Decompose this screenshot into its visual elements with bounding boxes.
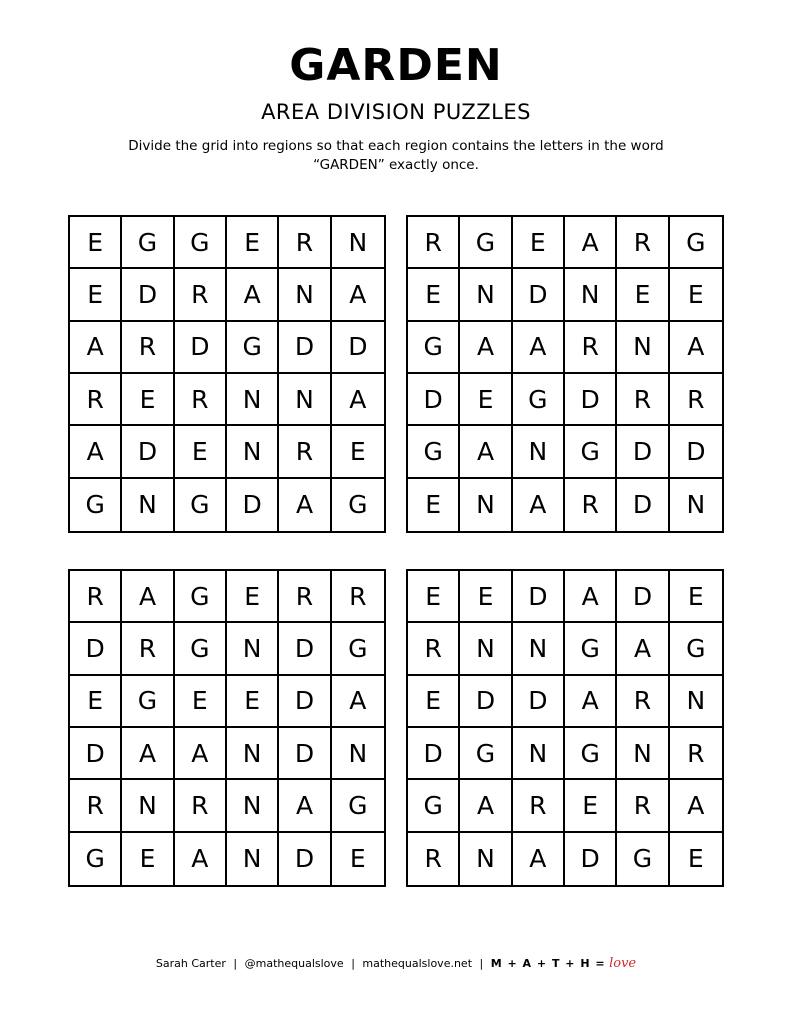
grid-cell: E: [408, 479, 460, 531]
grid-cell: R: [408, 833, 460, 885]
grid-cell: N: [332, 217, 384, 269]
grid-cell: D: [565, 833, 617, 885]
grid-cell: G: [175, 479, 227, 531]
grid-cell: A: [175, 728, 227, 780]
grid-cell: E: [175, 426, 227, 478]
grid-cell: R: [332, 571, 384, 623]
grid-cell: N: [686, 490, 706, 520]
grid-cell: D: [565, 374, 617, 426]
grid-cell: D: [513, 676, 565, 728]
grid-cell: D: [408, 374, 460, 426]
grid-cell: D: [70, 623, 122, 675]
grid-cell: R: [565, 322, 617, 374]
grid-cell: G: [332, 623, 384, 675]
grid-cell: D: [279, 676, 331, 728]
grid-cell: D: [122, 269, 174, 321]
puzzle-grid-4: [406, 569, 724, 887]
grid-cell: A: [122, 571, 174, 623]
grid-cell: G: [670, 217, 722, 269]
grid-cell: G: [408, 322, 460, 374]
grid-cell: G: [670, 623, 722, 675]
grid-cell: D: [513, 269, 565, 321]
grid-cell: A: [279, 479, 331, 531]
grid-cell: A: [227, 269, 279, 321]
grid-cell: E: [565, 780, 617, 832]
grid-cell: R: [70, 780, 122, 832]
grid-cell: A: [617, 623, 669, 675]
grid-cell: D: [513, 571, 565, 623]
grid-cell: E: [670, 571, 722, 623]
puzzle-grid-2: [406, 215, 724, 533]
grid-cell: E: [70, 217, 122, 269]
grid-cell: A: [565, 217, 617, 269]
grid-cell: N: [227, 780, 279, 832]
grid-cell: N: [565, 269, 617, 321]
grid-cell: N: [617, 728, 669, 780]
grid-cell: A: [70, 426, 122, 478]
grid-cell: A: [122, 728, 174, 780]
grid-cell: A: [513, 479, 565, 531]
grid-cell: D: [279, 623, 331, 675]
grid-cell: A: [513, 833, 565, 885]
grid-cell: R: [670, 374, 722, 426]
grid-cell: D: [279, 728, 331, 780]
puzzle-grid-1: [68, 215, 386, 533]
grid-cell: R: [617, 217, 669, 269]
grid-cell: D: [122, 426, 174, 478]
footer-separator: |: [479, 957, 484, 970]
grid-cell: G: [408, 780, 460, 832]
footer-brand: M + A + T + H =: [490, 957, 606, 970]
grid-cell: N: [460, 479, 512, 531]
grid-cell: N: [460, 623, 512, 675]
grid-cell: N: [513, 728, 565, 780]
grid-cell: G: [175, 623, 227, 675]
grid-cell: E: [513, 217, 565, 269]
instructions: Divide the grid into regions so that each region contains the letters in the word “GARDEN” exactly once.: [128, 138, 664, 173]
grid-cell: A: [565, 676, 617, 728]
grid-cell: E: [70, 269, 122, 321]
grid-cell: N: [227, 833, 279, 885]
grid-cell: R: [408, 623, 460, 675]
page-title: GARDEN: [289, 40, 503, 91]
grid-cell: R: [670, 728, 722, 780]
footer-handle: @mathequalslove: [244, 957, 344, 970]
footer-site: mathequalslove.net: [362, 957, 473, 970]
grid-cell: G: [348, 490, 368, 520]
grid-cell: R: [617, 676, 669, 728]
page-subtitle: AREA DIVISION PUZZLES: [261, 100, 531, 124]
grid-cell: D: [670, 426, 722, 478]
grid-cell: G: [565, 426, 617, 478]
footer-author: Sarah Carter: [155, 957, 226, 970]
grid-cell: E: [687, 844, 704, 874]
grid-cell: G: [70, 479, 122, 531]
grid-cell: N: [513, 426, 565, 478]
grid-cell: R: [513, 780, 565, 832]
grid-cell: R: [70, 571, 122, 623]
grid-cell: G: [122, 217, 174, 269]
grid-cell: D: [227, 479, 279, 531]
grid-cell: E: [408, 571, 460, 623]
grid-cell: G: [70, 833, 122, 885]
grid-cell: D: [617, 479, 669, 531]
grid-cell: D: [332, 322, 384, 374]
grid-cell: A: [460, 426, 512, 478]
grid-cell: N: [670, 676, 722, 728]
grid-cell: E: [460, 374, 512, 426]
grid-cell: D: [617, 571, 669, 623]
grid-cell: A: [332, 676, 384, 728]
grid-cell: E: [122, 374, 174, 426]
grid-cell: G: [617, 833, 669, 885]
grid-cell: N: [227, 623, 279, 675]
grid-cell: E: [70, 676, 122, 728]
grid-cell: N: [122, 479, 174, 531]
grid-cell: R: [122, 623, 174, 675]
grid-cell: E: [332, 426, 384, 478]
grid-cell: R: [279, 571, 331, 623]
grid-cell: G: [175, 571, 227, 623]
grid-cell: A: [460, 322, 512, 374]
grid-cell: E: [617, 269, 669, 321]
grid-cell: G: [408, 426, 460, 478]
grid-cell: N: [227, 728, 279, 780]
grid-cell: E: [227, 676, 279, 728]
grid-cell: D: [279, 833, 331, 885]
footer: [0, 956, 792, 972]
grid-cell: A: [460, 780, 512, 832]
grid-cell: E: [408, 269, 460, 321]
grid-cell: D: [617, 426, 669, 478]
grid-cell: A: [332, 374, 384, 426]
grid-cell: A: [279, 780, 331, 832]
grid-cell: A: [513, 322, 565, 374]
grid-cell: E: [408, 676, 460, 728]
footer-separator: |: [351, 957, 355, 970]
grid-cell: D: [279, 322, 331, 374]
grid-cell: G: [175, 217, 227, 269]
grid-cell: N: [227, 426, 279, 478]
grid-cell: G: [565, 728, 617, 780]
grid-cell: D: [175, 322, 227, 374]
grid-cell: N: [279, 374, 331, 426]
grid-cell: R: [617, 374, 669, 426]
grid-cell: N: [122, 780, 174, 832]
grid-cell: E: [122, 833, 174, 885]
grid-cell: R: [122, 322, 174, 374]
grid-cell: E: [175, 676, 227, 728]
grid-cell: D: [460, 676, 512, 728]
grid-cell: D: [408, 728, 460, 780]
grid-cell: N: [513, 623, 565, 675]
grid-cell: A: [670, 322, 722, 374]
grid-cell: E: [227, 571, 279, 623]
grid-cell: E: [227, 217, 279, 269]
grid-cell: R: [617, 780, 669, 832]
grid-cell: E: [460, 571, 512, 623]
grid-cell: A: [332, 269, 384, 321]
grid-cell: N: [279, 269, 331, 321]
grid-cell: R: [565, 479, 617, 531]
grid-cell: R: [70, 374, 122, 426]
grid-cell: R: [408, 217, 460, 269]
grid-cell: G: [460, 217, 512, 269]
grid-cell: E: [349, 844, 366, 874]
grid-cell: E: [670, 269, 722, 321]
grid-cell: R: [175, 780, 227, 832]
grid-cell: A: [565, 571, 617, 623]
grid-cell: R: [175, 269, 227, 321]
grid-cell: R: [279, 217, 331, 269]
grid-cell: N: [227, 374, 279, 426]
grid-cell: A: [175, 833, 227, 885]
grid-cell: N: [617, 322, 669, 374]
footer-separator: |: [233, 957, 238, 970]
grid-cell: N: [460, 833, 512, 885]
puzzle-grid-3: [68, 569, 386, 887]
footer-brand-love: love: [609, 956, 637, 971]
grid-cell: G: [565, 623, 617, 675]
grid-cell: G: [227, 322, 279, 374]
grid-cell: D: [70, 728, 122, 780]
grid-cell: G: [460, 728, 512, 780]
grid-cell: A: [670, 780, 722, 832]
grid-cell: A: [70, 322, 122, 374]
grid-cell: N: [460, 269, 512, 321]
grid-cell: N: [332, 728, 384, 780]
grid-cell: G: [513, 374, 565, 426]
grid-cell: G: [122, 676, 174, 728]
grid-cell: R: [175, 374, 227, 426]
grid-cell: G: [332, 780, 384, 832]
grid-cell: R: [279, 426, 331, 478]
